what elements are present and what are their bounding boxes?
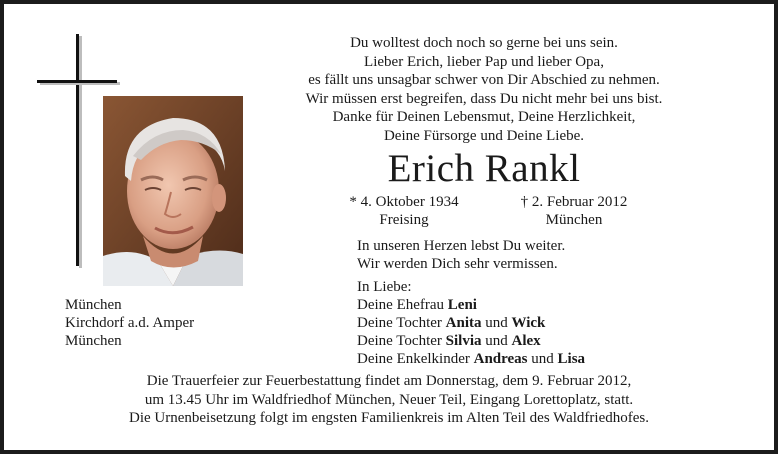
poem [254,34,714,145]
mourner-row [357,332,585,350]
mourner-row [357,296,585,314]
mourner-places [65,296,194,350]
birth-date: * 4. Oktober 1934 [349,194,459,210]
mourner-relation: Deine Tochter [357,315,446,331]
mourners-list [357,278,585,368]
deceased-name: Erich Rankl [387,147,581,190]
poem-line: Wir müssen erst begreifen, dass Du nicht mehr bei uns bist. [305,90,663,107]
mourner-name: Anita [445,315,482,331]
place-line: München [65,333,122,349]
mourner-relation: Deine Tochter [357,333,446,349]
mourner-name: Silvia [445,333,482,349]
mourner-relation: Deine Enkelkinder [357,351,474,367]
mourner-relation: Deine Ehefrau [357,297,448,313]
mourners-heading: In Liebe: [357,279,412,295]
poem-line: Lieber Erich, lieber Pap und lieber Opa, [364,53,604,70]
mourner-name: Leni [447,297,477,313]
mourner-row [357,350,585,368]
funeral-line: um 13.45 Uhr im Waldfriedhof München, Neuer Teil, Eingang Lorettoplatz, statt. [144,391,634,408]
poem-line: Deine Fürsorge und Deine Liebe. [383,127,585,144]
mourner-name: Alex [511,333,541,349]
funeral-details [24,372,754,428]
mourner-joiner: und [481,333,512,349]
remembrance-line: Wir werden Dich sehr vermissen. [357,256,558,272]
mourner-row [357,314,585,332]
mourner-joiner: und [481,315,512,331]
place-line: München [65,297,122,313]
death-info [499,193,649,229]
death-place: München [545,212,603,228]
place-line: Kirchdorf a.d. Amper [65,315,195,331]
mourner-joiner: und [527,351,558,367]
death-date: † 2. Februar 2012 [520,194,628,210]
funeral-line: Die Urnenbeisetzung folgt im engsten Familienkreis im Alten Teil des Waldfriedhofes. [129,410,649,426]
funeral-line: Die Trauerfeier zur Feuerbestattung findet am Donnerstag, dem 9. Februar 2012, [146,373,632,389]
remembrance-text [357,237,565,273]
mourner-name: Wick [511,315,546,331]
poem-line: es fällt uns unsagbar schwer von Dir Abschied zu nehmen. [308,72,660,88]
remembrance-line: In unseren Herzen lebst Du weiter. [357,238,566,254]
mourner-name: Lisa [557,351,586,367]
birth-info [334,193,474,229]
poem-line: Danke für Deinen Lebensmut, Deine Herzlichkeit, [332,109,636,125]
portrait-photo [103,96,243,286]
birth-place: Freising [379,212,429,228]
mourner-name: Andreas [473,351,528,367]
poem-line: Du wolltest doch noch so gerne bei uns sein. [350,35,618,51]
